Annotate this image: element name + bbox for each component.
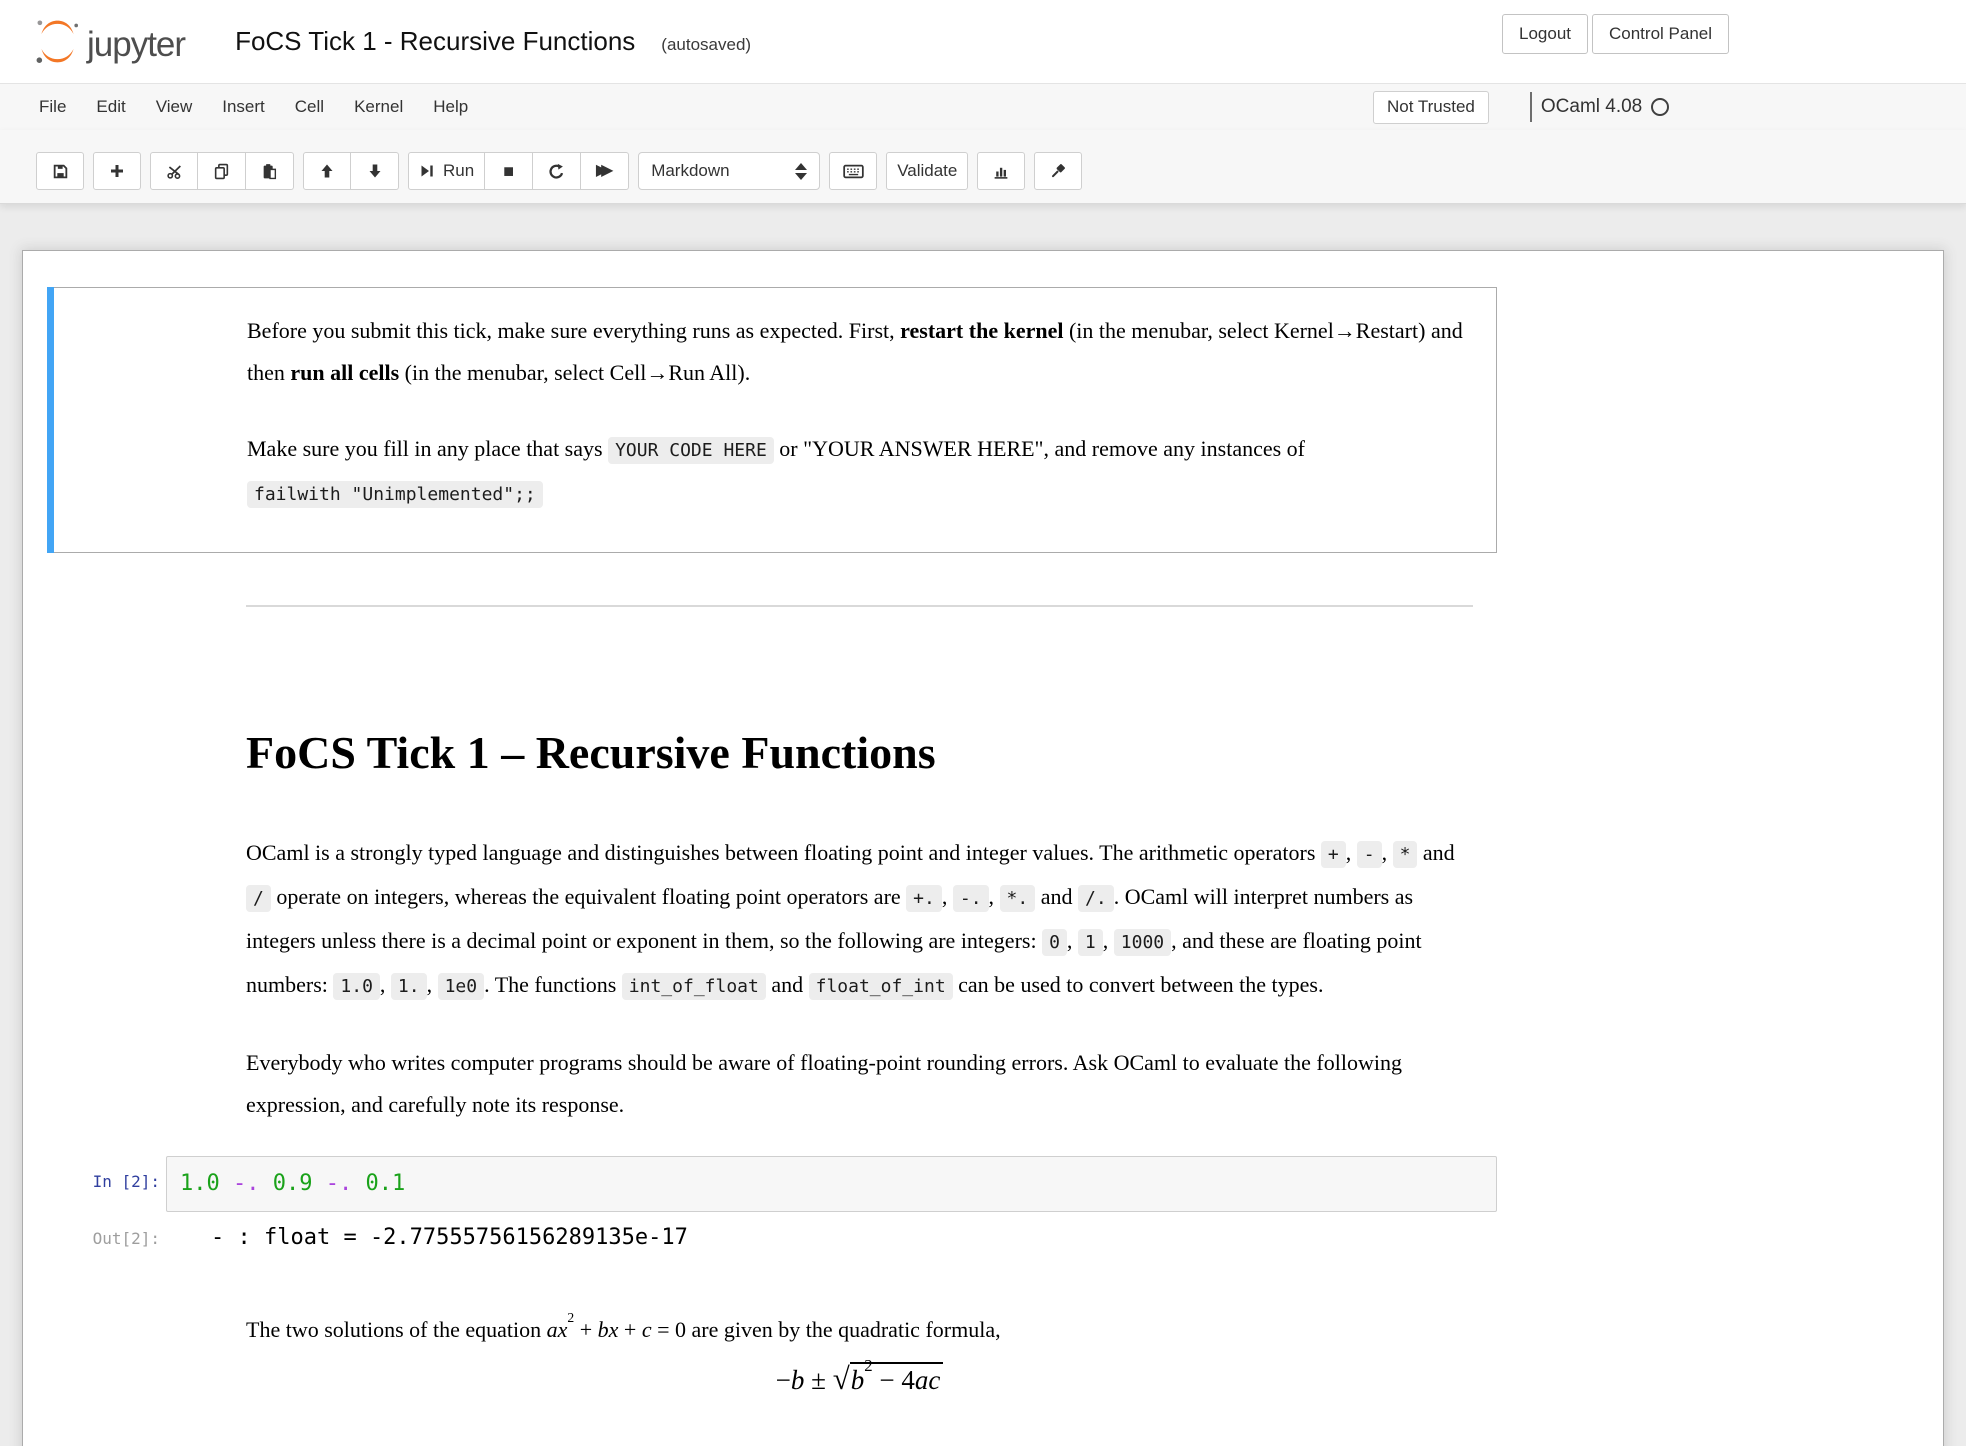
fast-forward-icon: ▶▶ [595,162,607,179]
paste-icon [261,163,278,180]
horizontal-rule [246,605,1473,607]
autosave-status: (autosaved) [661,34,752,54]
menu-item-cell[interactable]: Cell [294,97,325,116]
logout-button[interactable]: Logout [1502,14,1588,54]
menu-item-help[interactable]: Help [433,97,469,116]
updown-caret-icon [795,163,807,180]
quadratic-paragraph: The two solutions of the equation $ax^2$ + bx + c = 0 are given by the quadratic formula, [246,1309,1001,1342]
header-buttons [1502,14,1729,54]
code-input[interactable]: 1.0 -. 0.9 -. 0.1 [166,1156,1497,1212]
control-panel-button[interactable]: Control Panel [1592,14,1729,54]
menu-item-kernel[interactable]: Kernel [354,97,404,116]
menubar-right [1373,84,1669,130]
kernel-divider [1530,92,1532,122]
quadratic-formula-math [246,1357,1473,1402]
menu-item-view[interactable]: View [155,97,193,116]
arrow-up-icon [319,163,335,179]
menu-item-edit[interactable]: Edit [96,97,126,116]
markdown-cell-quadratic[interactable] [47,1309,1497,1402]
step-forward-icon [419,163,435,179]
cut-cell-button[interactable] [150,152,198,190]
copy-cell-button[interactable] [198,152,246,190]
menu-item-file[interactable]: File [39,97,67,116]
rounding-errors-paragraph: Everybody who writes computer programs should be aware of floating-point rounding errors. Ask OCaml to evaluate the following expression, and carefully note its response. [246,1050,1402,1117]
edit-button-group [150,152,294,190]
jupyter-logo-icon [34,18,81,65]
ocaml-types-paragraph: OCaml is a strongly typed language and distinguishes between floating point and integer values. The arithmetic operators + , - , * and / operate on integers, whereas the equivalent floating point operators are +. , -. , *. and /. . OCaml will interpret numbers as integers unless there is a decimal point or exponent in them, so the following are integers: 0 , 1 , 1000 , and these are floating point numbers: 1.0 , 1. , 1e0 . The functions int_of_float and float_of_int can be used to convert between the types. [246,832,1473,1008]
move-button-group [303,152,399,190]
menu-item-insert[interactable]: Insert [222,97,265,116]
run-button[interactable] [408,152,485,190]
jupyter-logo[interactable] [34,18,185,65]
markdown-cell-intro[interactable] [47,605,1497,1126]
move-cell-up-button[interactable] [303,152,351,190]
stop-icon: ■ [503,161,515,181]
fill-in-instructions-paragraph: Make sure you fill in any place that says YOUR CODE HERE or "YOUR ANSWER HERE", and remove any instances of failwith "Unimplemented";; [247,428,1474,516]
section-heading: FoCS Tick 1 – Recursive Functions [246,727,936,778]
selected-cell-bar [47,287,54,553]
submit-instructions-paragraph: Before you submit this tick, make sure everything runs as expected. First, restart the kernel (in the menubar, select Kernel→Restart) and then run all cells (in the menubar, select Cell→Run All). [247,318,1463,385]
restart-kernel-button[interactable] [533,152,581,190]
save-button[interactable] [36,152,84,190]
kernel-name: OCaml 4.08 [1540,96,1643,117]
markdown-cell-selected[interactable] [47,287,1497,553]
validate-button[interactable] [886,152,968,190]
math-radicand: $b^2 - 4ac$ [850,1362,944,1395]
square-root-icon: √ [832,1361,850,1396]
plus-icon [109,163,125,179]
toolbar [0,130,1966,204]
math-numerator-prefix: −b ± [775,1365,833,1395]
cell-type-select[interactable] [638,152,820,190]
keyboard-icon [843,163,864,180]
paste-cell-button[interactable] [246,152,294,190]
restart-icon [548,163,565,180]
notebook-title[interactable]: FoCS Tick 1 - Recursive Functions [235,26,636,56]
nbgrader-extension-button[interactable] [1034,152,1082,190]
output-prompt: Out[2]: [92,1229,160,1248]
input-prompt: In [2]: [92,1172,160,1191]
kernel-idle-indicator-icon [1651,98,1669,116]
save-icon [52,163,69,180]
notebook-site [0,204,1966,1446]
menubar [0,84,1966,130]
code-output: - : float = -2.77555756156289135e-17 [211,1225,688,1250]
output-row [47,1225,1497,1251]
validate-button-label: Validate [897,161,958,180]
interrupt-kernel-button[interactable] [485,152,533,190]
bar-chart-icon [992,163,1010,180]
scissors-icon [166,163,183,180]
arrow-down-icon [367,163,383,179]
run-all-button[interactable] [581,152,629,190]
command-palette-button[interactable] [829,152,877,190]
copy-icon [213,163,230,180]
jupyter-wordmark: jupyter [87,25,186,64]
insert-cell-button[interactable] [93,152,141,190]
header [0,0,1966,84]
chart-extension-button[interactable] [977,152,1025,190]
move-cell-down-button[interactable] [351,152,399,190]
run-button-label: Run [443,161,475,180]
code-cell[interactable] [47,1156,1497,1212]
trust-status-button[interactable]: Not Trusted [1373,91,1489,124]
gavel-icon [1049,162,1067,180]
run-button-group [408,152,629,190]
notebook-container [22,250,1944,1446]
cell-type-selected: Markdown [651,161,730,180]
